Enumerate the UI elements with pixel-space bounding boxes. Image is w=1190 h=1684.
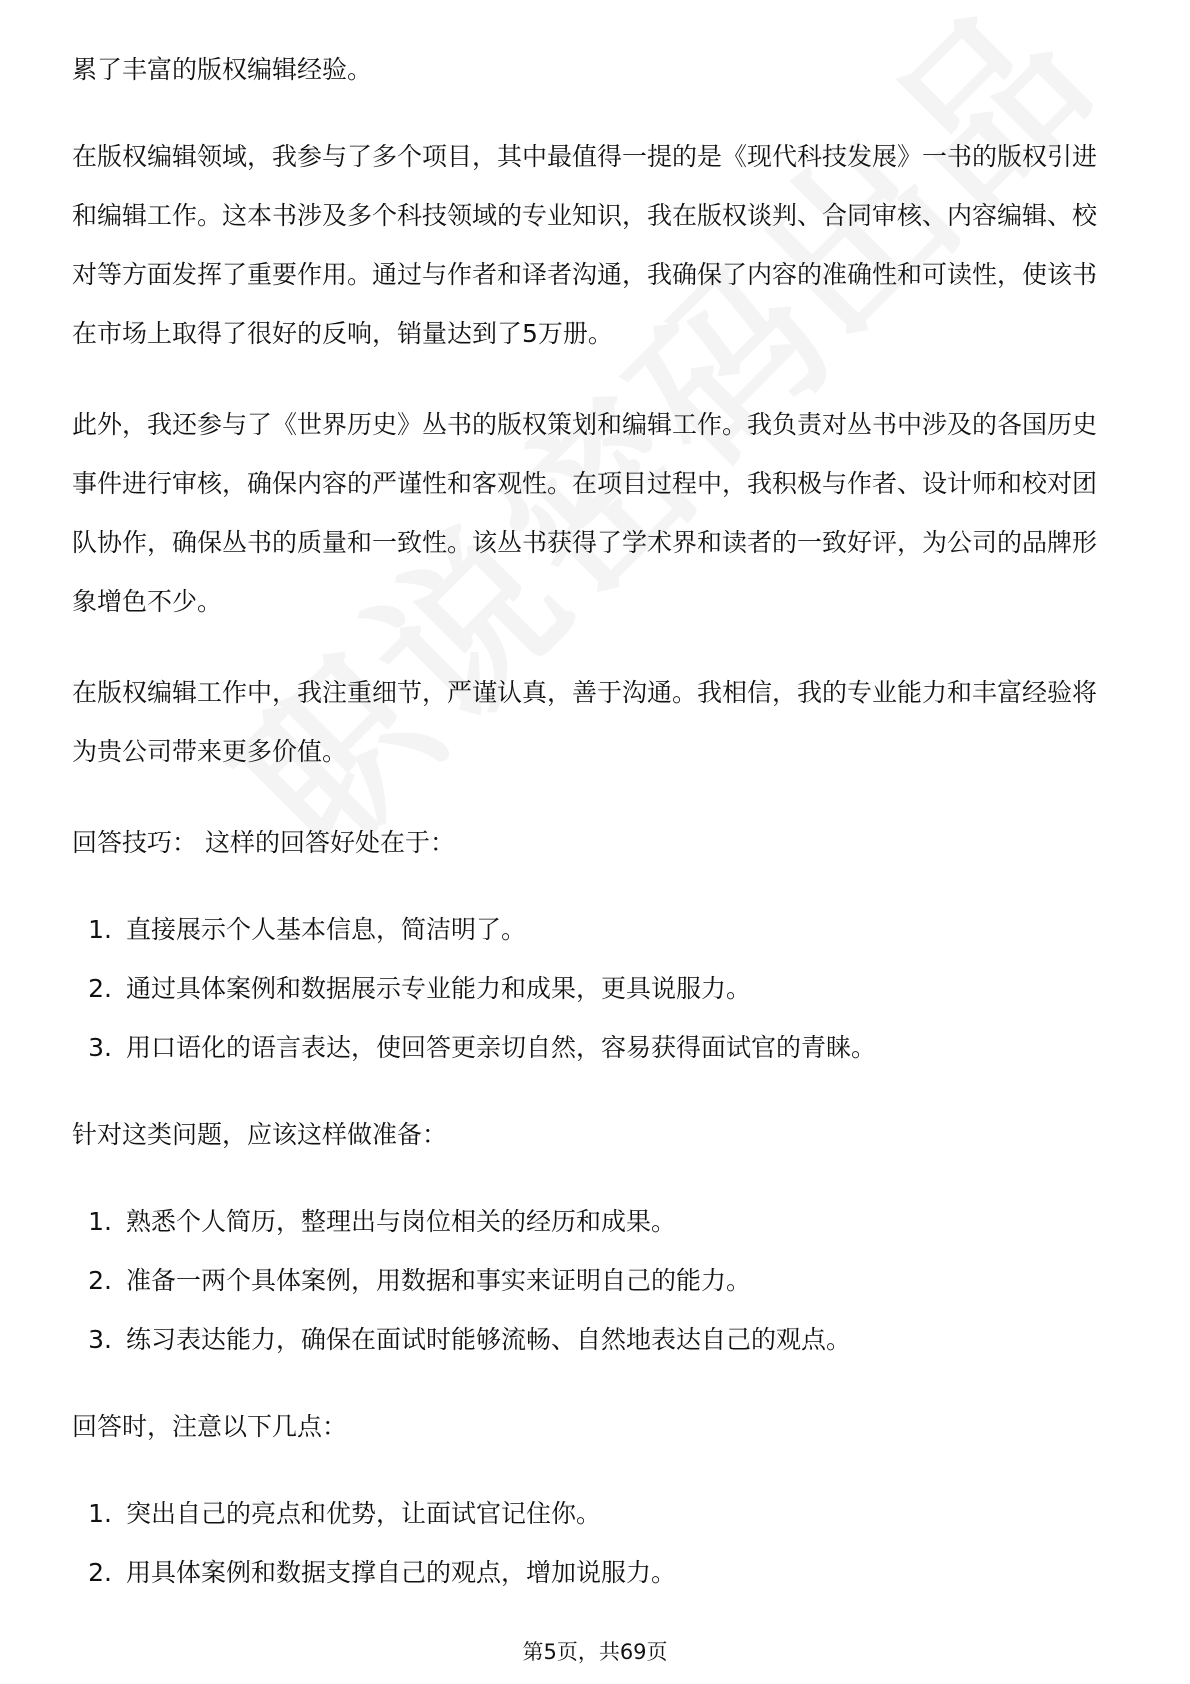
- list-number: 3.: [88, 1325, 112, 1354]
- list-item: [72, 900, 1120, 959]
- list-number: 1.: [88, 1499, 112, 1528]
- list-text: 用口语化的语言表达，使回答更亲切自然，容易获得面试官的青睐。: [126, 1033, 877, 1062]
- list-text: 练习表达能力，确保在面试时能够流畅、自然地表达自己的观点。: [126, 1325, 852, 1354]
- list-text: 准备一两个具体案例，用数据和事实来证明自己的能力。: [126, 1266, 752, 1295]
- document-body: [72, 40, 1120, 1630]
- list-item: [72, 1543, 1120, 1602]
- paragraph-modern-tech: 在版权编辑领域，我参与了多个项目，其中最值得一提的是《现代科技发展》一书的版权引进和编辑工作。这本书涉及多个科技领域的专业知识，我在版权谈判、合同审核、内容编辑、校对等方面发挥了重要作用。通过与作者和译者沟通，我确保了内容的准确性和可读性，使该书在市场上取得了很好的反响，销量达到了5万册。: [72, 142, 1098, 348]
- tips-list: [72, 900, 1120, 1077]
- list-item: [72, 1310, 1120, 1369]
- list-item: [72, 959, 1120, 1018]
- list-item: [72, 1192, 1120, 1251]
- paragraph-world-history: 此外，我还参与了《世界历史》丛书的版权策划和编辑工作。我负责对丛书中涉及的各国历史事件进行审核，确保内容的严谨性和客观性。在项目过程中，我积极与作者、设计师和校对团队协作，确保丛书的质量和一致性。该丛书获得了学术界和读者的一致好评，为公司的品牌形象增色不少。: [72, 410, 1098, 616]
- list-number: 2.: [88, 1558, 112, 1587]
- list-item: [72, 1251, 1120, 1310]
- notes-heading: 回答时，注意以下几点：: [72, 1412, 348, 1441]
- page-number: 第5页，共69页: [522, 1640, 668, 1664]
- notes-list: [72, 1484, 1120, 1602]
- list-text: 熟悉个人简历，整理出与岗位相关的经历和成果。: [126, 1207, 677, 1236]
- prep-heading: 针对这类问题，应该这样做准备：: [72, 1120, 448, 1149]
- list-number: 1.: [88, 915, 112, 944]
- list-item: [72, 1018, 1120, 1077]
- list-number: 2.: [88, 1266, 112, 1295]
- list-text: 突出自己的亮点和优势，让面试官记住你。: [126, 1499, 602, 1528]
- list-text: 直接展示个人基本信息，简洁明了。: [126, 915, 527, 944]
- paragraph-intro-tail: 累了丰富的版权编辑经验。: [72, 55, 373, 84]
- paragraph-conclusion: 在版权编辑工作中，我注重细节，严谨认真，善于沟通。我相信，我的专业能力和丰富经验将为贵公司带来更多价值。: [72, 678, 1098, 766]
- prep-list: [72, 1192, 1120, 1369]
- tips-heading: 回答技巧： 这样的回答好处在于：: [72, 828, 455, 857]
- list-text: 通过具体案例和数据展示专业能力和成果，更具说服力。: [126, 974, 752, 1003]
- list-number: 3.: [88, 1033, 112, 1062]
- list-number: 2.: [88, 974, 112, 1003]
- list-item: [72, 1484, 1120, 1543]
- list-number: 1.: [88, 1207, 112, 1236]
- list-text: 用具体案例和数据支撑自己的观点，增加说服力。: [126, 1558, 677, 1587]
